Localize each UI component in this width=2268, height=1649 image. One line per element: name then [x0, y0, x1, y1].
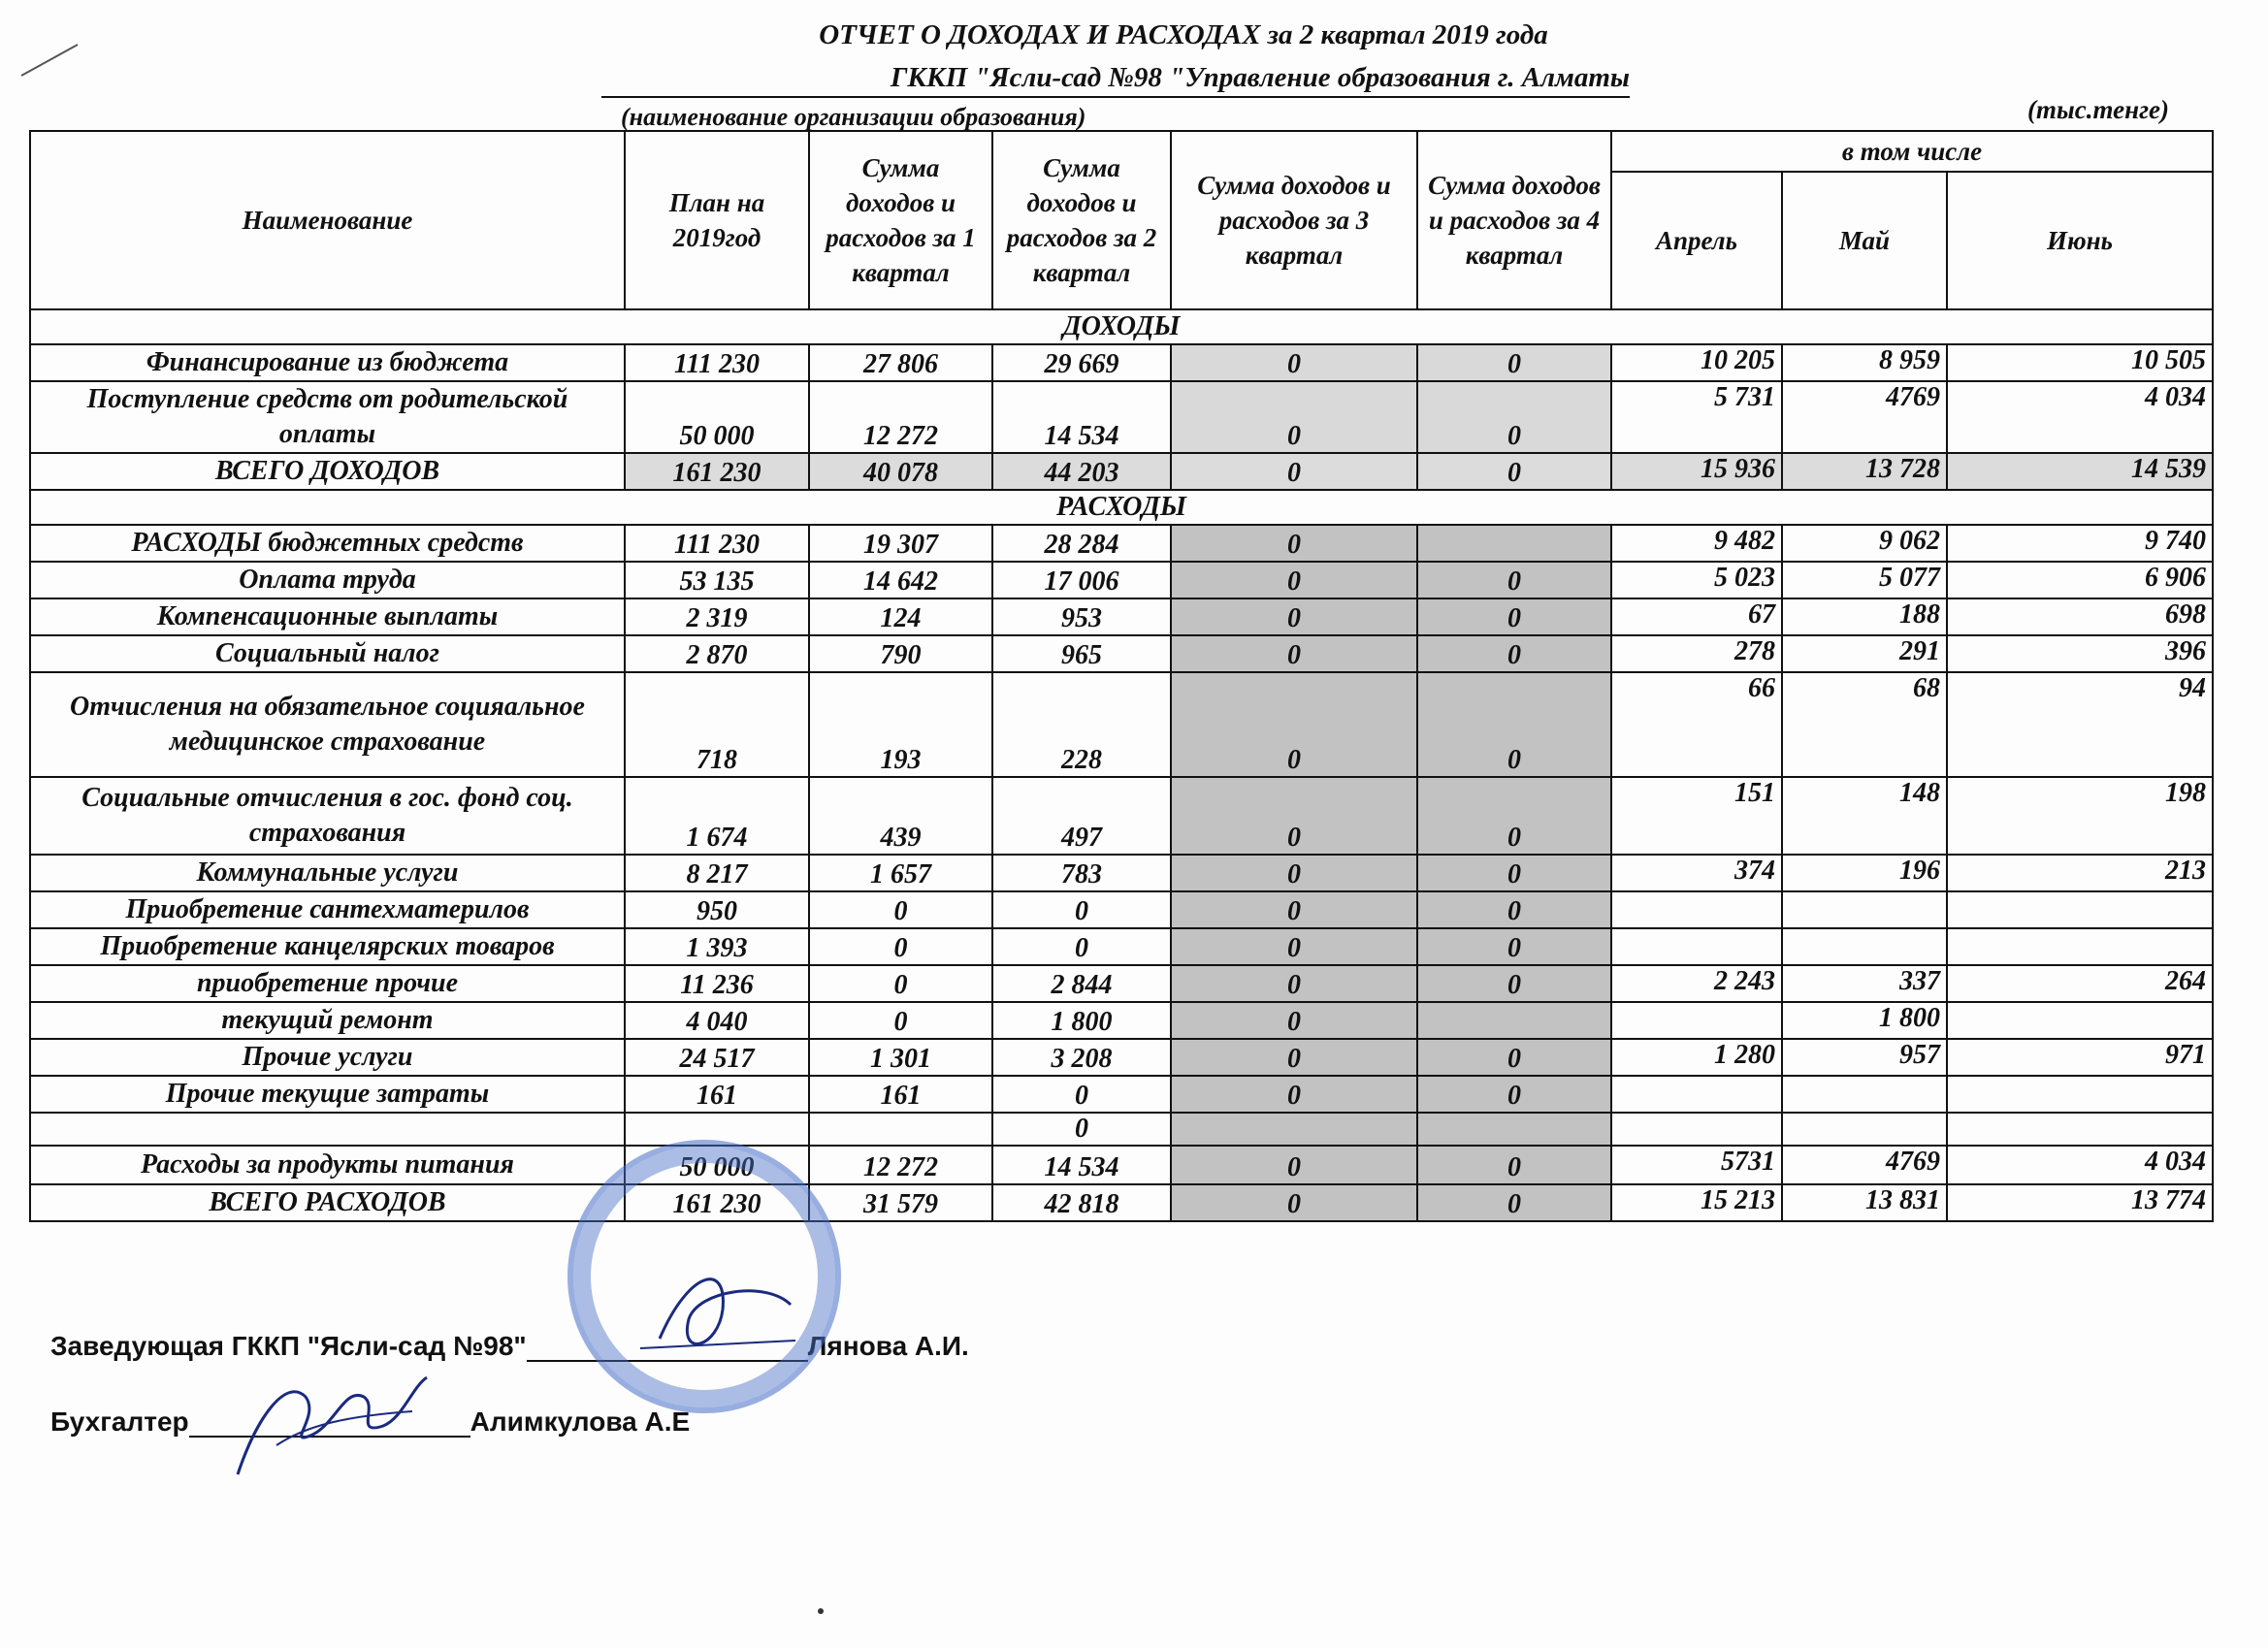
cell-may: 4769 — [1782, 1146, 1947, 1184]
cell-q1: 0 — [809, 891, 992, 928]
cell-may: 4769 — [1782, 381, 1947, 453]
cell-q1: 161 — [809, 1076, 992, 1113]
report-table — [29, 130, 2214, 1222]
cell-june — [1947, 1113, 2213, 1146]
accountant-name: Алимкулова А.Е — [470, 1406, 691, 1437]
units-label: (тыс.тенге) — [2027, 95, 2170, 124]
cell-q4: 0 — [1417, 777, 1611, 855]
cell-plan: 111 230 — [625, 344, 809, 381]
cell-q2: 953 — [992, 598, 1171, 635]
accountant-signature-icon — [218, 1358, 441, 1494]
row-name: Компенсационные выплаты — [30, 598, 625, 635]
head-signature-line — [50, 1331, 969, 1362]
table-row — [30, 855, 2213, 891]
table-row — [30, 1113, 2213, 1146]
cell-q3: 0 — [1171, 672, 1417, 777]
cell-q3: 0 — [1171, 525, 1417, 562]
cell-plan: 718 — [625, 672, 809, 777]
cell-plan: 161 230 — [625, 453, 809, 490]
table-row — [30, 891, 2213, 928]
cell-may: 13 728 — [1782, 453, 1947, 490]
cell-may: 13 831 — [1782, 1184, 1947, 1221]
cell-plan: 111 230 — [625, 525, 809, 562]
table-row — [30, 344, 2213, 381]
cell-june: 4 034 — [1947, 381, 2213, 453]
cell-q4: 0 — [1417, 381, 1611, 453]
cell-q3: 0 — [1171, 777, 1417, 855]
table-row — [30, 1039, 2213, 1076]
cell-may: 337 — [1782, 965, 1947, 1002]
cell-plan: 1 674 — [625, 777, 809, 855]
row-name: приобретение прочие — [30, 965, 625, 1002]
cell-june — [1947, 1002, 2213, 1039]
cell-q2: 28 284 — [992, 525, 1171, 562]
cell-q2: 0 — [992, 891, 1171, 928]
cell-q4: 0 — [1417, 1039, 1611, 1076]
cell-plan: 53 135 — [625, 562, 809, 598]
cell-plan: 2 870 — [625, 635, 809, 672]
cell-april: 10 205 — [1611, 344, 1782, 381]
table-row — [30, 928, 2213, 965]
cell-q2: 14 534 — [992, 1146, 1171, 1184]
cell-june — [1947, 1076, 2213, 1113]
cell-may — [1782, 928, 1947, 965]
cell-plan: 161 230 — [625, 1184, 809, 1221]
cell-q2: 29 669 — [992, 344, 1171, 381]
col-header-q4: Сумма доходов и расходов за 4 квартал — [1417, 131, 1611, 309]
cell-q1: 124 — [809, 598, 992, 635]
row-name: текущий ремонт — [30, 1002, 625, 1039]
col-header-may: Май — [1782, 172, 1947, 309]
cell-june: 198 — [1947, 777, 2213, 855]
cell-q2: 0 — [992, 928, 1171, 965]
cell-q1: 14 642 — [809, 562, 992, 598]
row-name: Прочие текущие затраты — [30, 1076, 625, 1113]
cell-q1: 27 806 — [809, 344, 992, 381]
cell-may: 68 — [1782, 672, 1947, 777]
cell-april — [1611, 891, 1782, 928]
cell-may: 5 077 — [1782, 562, 1947, 598]
cell-plan: 11 236 — [625, 965, 809, 1002]
cell-april: 1 280 — [1611, 1039, 1782, 1076]
cell-april: 5731 — [1611, 1146, 1782, 1184]
cell-june: 14 539 — [1947, 453, 2213, 490]
row-name: Социальный налог — [30, 635, 625, 672]
cell-april: 15 213 — [1611, 1184, 1782, 1221]
cell-q3: 0 — [1171, 562, 1417, 598]
cell-may: 9 062 — [1782, 525, 1947, 562]
cell-april — [1611, 1076, 1782, 1113]
head-signature-icon — [621, 1251, 815, 1368]
table-row — [30, 1184, 2213, 1221]
row-name: Отчисления на обязательное социяальное медицинское страхование — [30, 672, 625, 777]
cell-plan: 950 — [625, 891, 809, 928]
cell-may: 8 959 — [1782, 344, 1947, 381]
col-header-q2: Сумма доходов и расходов за 2 квартал — [992, 131, 1171, 309]
cell-june: 4 034 — [1947, 1146, 2213, 1184]
cell-june: 698 — [1947, 598, 2213, 635]
cell-q2: 44 203 — [992, 453, 1171, 490]
row-name: РАСХОДЫ бюджетных средств — [30, 525, 625, 562]
cell-april: 15 936 — [1611, 453, 1782, 490]
cell-april: 151 — [1611, 777, 1782, 855]
scan-dot-icon — [815, 1605, 826, 1617]
cell-april: 2 243 — [1611, 965, 1782, 1002]
cell-q4: 0 — [1417, 344, 1611, 381]
row-name: Приобретение сантехматерилов — [30, 891, 625, 928]
col-header-june: Июнь — [1947, 172, 2213, 309]
cell-plan: 2 319 — [625, 598, 809, 635]
head-label: Заведующая ГККП "Ясли-сад №98" — [50, 1331, 527, 1361]
cell-april: 9 482 — [1611, 525, 1782, 562]
organization-name: ГККП "Ясли-сад №98 "Управление образования г. Алматы — [601, 62, 1630, 98]
cell-april — [1611, 1002, 1782, 1039]
cell-june: 10 505 — [1947, 344, 2213, 381]
cell-q1: 12 272 — [809, 381, 992, 453]
cell-q2: 3 208 — [992, 1039, 1171, 1076]
cell-q2: 783 — [992, 855, 1171, 891]
cell-q4 — [1417, 525, 1611, 562]
table-row — [30, 1002, 2213, 1039]
cell-june: 971 — [1947, 1039, 2213, 1076]
cell-plan: 1 393 — [625, 928, 809, 965]
table-row — [30, 525, 2213, 562]
row-name: Оплата труда — [30, 562, 625, 598]
table-row — [30, 381, 2213, 453]
cell-q1: 31 579 — [809, 1184, 992, 1221]
cell-may — [1782, 891, 1947, 928]
cell-plan: 50 000 — [625, 1146, 809, 1184]
cell-q3: 0 — [1171, 891, 1417, 928]
cell-q3: 0 — [1171, 1039, 1417, 1076]
cell-plan: 8 217 — [625, 855, 809, 891]
cell-april: 278 — [1611, 635, 1782, 672]
cell-q1 — [809, 1113, 992, 1146]
cell-q2: 1 800 — [992, 1002, 1171, 1039]
cell-may: 1 800 — [1782, 1002, 1947, 1039]
cell-q1: 40 078 — [809, 453, 992, 490]
cell-may — [1782, 1113, 1947, 1146]
cell-april: 5 731 — [1611, 381, 1782, 453]
cell-q3: 0 — [1171, 381, 1417, 453]
cell-q1: 1 657 — [809, 855, 992, 891]
cell-q4: 0 — [1417, 1076, 1611, 1113]
cell-q3: 0 — [1171, 1184, 1417, 1221]
cell-q3: 0 — [1171, 928, 1417, 965]
cell-q4: 0 — [1417, 1146, 1611, 1184]
cell-june: 9 740 — [1947, 525, 2213, 562]
section-income: ДОХОДЫ — [30, 309, 2213, 344]
col-header-plan: План на 2019год — [625, 131, 809, 309]
cell-q4: 0 — [1417, 965, 1611, 1002]
cell-q1: 0 — [809, 1002, 992, 1039]
table-row — [30, 598, 2213, 635]
cell-q4: 0 — [1417, 453, 1611, 490]
table-row — [30, 672, 2213, 777]
cell-april — [1611, 928, 1782, 965]
row-name: Расходы за продукты питания — [30, 1146, 625, 1184]
cell-q2: 965 — [992, 635, 1171, 672]
organization-caption: (наименование организации образования) — [621, 103, 1086, 131]
cell-q4: 0 — [1417, 1184, 1611, 1221]
table-row — [30, 635, 2213, 672]
cell-q1: 0 — [809, 965, 992, 1002]
cell-april: 66 — [1611, 672, 1782, 777]
cell-q2: 228 — [992, 672, 1171, 777]
row-name: Социальные отчисления в гос. фонд соц. страхования — [30, 777, 625, 855]
cell-june — [1947, 928, 2213, 965]
cell-q3: 0 — [1171, 1002, 1417, 1039]
report-title: ОТЧЕТ О ДОХОДАХ И РАСХОДАХ за 2 квартал 2019 года — [819, 19, 1548, 50]
cell-plan: 161 — [625, 1076, 809, 1113]
scan-mark-icon — [17, 37, 85, 85]
col-header-q1: Сумма доходов и расходов за 1 квартал — [809, 131, 992, 309]
cell-q4: 0 — [1417, 562, 1611, 598]
cell-q3: 0 — [1171, 1146, 1417, 1184]
table-row — [30, 453, 2213, 490]
cell-q2: 497 — [992, 777, 1171, 855]
cell-q2: 14 534 — [992, 381, 1171, 453]
cell-q1: 12 272 — [809, 1146, 992, 1184]
cell-may: 188 — [1782, 598, 1947, 635]
cell-q1: 790 — [809, 635, 992, 672]
cell-q3: 0 — [1171, 855, 1417, 891]
cell-q3: 0 — [1171, 344, 1417, 381]
cell-q4: 0 — [1417, 928, 1611, 965]
cell-q2: 0 — [992, 1076, 1171, 1113]
cell-q4: 0 — [1417, 598, 1611, 635]
table-row — [30, 1076, 2213, 1113]
cell-june: 94 — [1947, 672, 2213, 777]
cell-may: 148 — [1782, 777, 1947, 855]
cell-june — [1947, 891, 2213, 928]
cell-april: 374 — [1611, 855, 1782, 891]
cell-june: 396 — [1947, 635, 2213, 672]
cell-q3: 0 — [1171, 1076, 1417, 1113]
row-name: Финансирование из бюджета — [30, 344, 625, 381]
table-row — [30, 777, 2213, 855]
cell-plan: 4 040 — [625, 1002, 809, 1039]
col-header-april: Апрель — [1611, 172, 1782, 309]
cell-q4: 0 — [1417, 672, 1611, 777]
col-header-including: в том числе — [1611, 131, 2213, 172]
cell-may — [1782, 1076, 1947, 1113]
cell-q4 — [1417, 1002, 1611, 1039]
cell-q3: 0 — [1171, 598, 1417, 635]
cell-q4: 0 — [1417, 635, 1611, 672]
cell-q2: 17 006 — [992, 562, 1171, 598]
head-name: Лянова А.И. — [807, 1331, 969, 1361]
row-name: Коммунальные услуги — [30, 855, 625, 891]
row-name: ВСЕГО РАСХОДОВ — [30, 1184, 625, 1221]
row-name: Поступление средств от родительской оплаты — [30, 381, 625, 453]
cell-q3 — [1171, 1113, 1417, 1146]
cell-may: 957 — [1782, 1039, 1947, 1076]
table-row — [30, 965, 2213, 1002]
row-name: ВСЕГО ДОХОДОВ — [30, 453, 625, 490]
cell-june: 13 774 — [1947, 1184, 2213, 1221]
cell-q3: 0 — [1171, 453, 1417, 490]
cell-q1: 19 307 — [809, 525, 992, 562]
cell-q4: 0 — [1417, 855, 1611, 891]
cell-april: 5 023 — [1611, 562, 1782, 598]
cell-q4: 0 — [1417, 891, 1611, 928]
cell-q4 — [1417, 1113, 1611, 1146]
cell-may: 196 — [1782, 855, 1947, 891]
cell-plan: 50 000 — [625, 381, 809, 453]
cell-june: 213 — [1947, 855, 2213, 891]
cell-april — [1611, 1113, 1782, 1146]
section-expense: РАСХОДЫ — [30, 490, 2213, 525]
cell-q1: 1 301 — [809, 1039, 992, 1076]
cell-q1: 193 — [809, 672, 992, 777]
row-name: Прочие услуги — [30, 1039, 625, 1076]
cell-june: 6 906 — [1947, 562, 2213, 598]
col-header-name: Наименование — [30, 131, 625, 309]
col-header-q3: Сумма доходов и расходов за 3 квартал — [1171, 131, 1417, 309]
row-name — [30, 1113, 625, 1146]
cell-q2: 0 — [992, 1113, 1171, 1146]
table-row — [30, 562, 2213, 598]
row-name: Приобретение канцелярских товаров — [30, 928, 625, 965]
cell-april: 67 — [1611, 598, 1782, 635]
cell-june: 264 — [1947, 965, 2213, 1002]
cell-may: 291 — [1782, 635, 1947, 672]
cell-q1: 439 — [809, 777, 992, 855]
table-row — [30, 1146, 2213, 1184]
cell-q3: 0 — [1171, 965, 1417, 1002]
cell-q3: 0 — [1171, 635, 1417, 672]
accountant-label: Бухгалтер — [50, 1406, 189, 1437]
cell-plan: 24 517 — [625, 1039, 809, 1076]
cell-q2: 42 818 — [992, 1184, 1171, 1221]
cell-q2: 2 844 — [992, 965, 1171, 1002]
cell-q1: 0 — [809, 928, 992, 965]
